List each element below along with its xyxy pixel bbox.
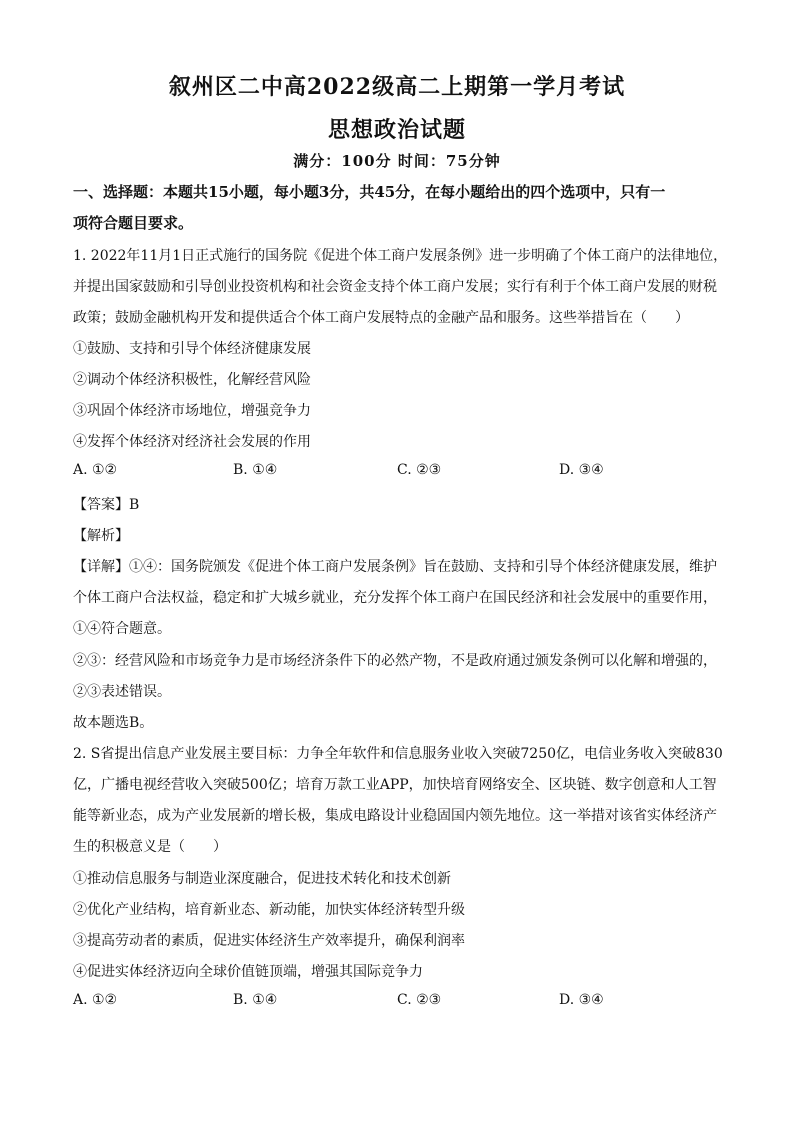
q2-item: ①推动信息服务与制造业深度融合，促进技术转化和技术创新	[73, 871, 451, 887]
q1-item: ②调动个体经济积极性，化解经营风险	[73, 372, 311, 388]
q1-item: ④发挥个体经济对经济社会发展的作用	[73, 434, 311, 450]
q1-option-d: D. ③④	[559, 462, 604, 478]
q1-option-c: C. ②③	[397, 462, 442, 478]
q1-conclusion: 故本题选B。	[73, 715, 154, 731]
q1-detail-line: 个体工商户合法权益，稳定和扩大城乡就业，充分发挥个体工商户在国民经济和社会发展中的重要作用，	[73, 590, 717, 606]
q2-options	[73, 992, 723, 1012]
q1-detail-line: 【详解】①④：国务院颁发《促进个体工商户发展条例》旨在鼓励、支持和引导个体经济健康发展，维护	[73, 559, 717, 575]
section-heading	[73, 177, 723, 239]
q1-answer: 【答案】B	[73, 497, 140, 513]
section-heading-line1: 一、选择题：本题共15小题，每小题3分，共45分，在每小题给出的四个选项中，只有一	[73, 183, 666, 201]
q2-item: ②优化产业结构，培育新业态、新动能，加快实体经济转型升级	[73, 902, 465, 918]
exam-title: 叙州区二中高2022级高二上期第一学月考试	[168, 74, 626, 100]
q2-stem-line: 2. S省提出信息产业发展主要目标：力争全年软件和信息服务业收入突破7250亿，电信业务收入突破830	[73, 746, 723, 762]
q1-stem-line: 并提出国家鼓励和引导创业投资机构和社会资金支持个体工商户发展；实行有利于个体工商户发展的财税	[73, 279, 717, 295]
q1-detail-line: ②③表述错误。	[73, 684, 171, 700]
q2-option-b: B. ①④	[233, 992, 278, 1008]
q2-stem-line: 生的积极意义是（ ）	[73, 839, 227, 855]
q1-item: ③巩固个体经济市场地位，增强竞争力	[73, 403, 311, 419]
q2-item: ④促进实体经济迈向全球价值链顶端，增强其国际竞争力	[73, 964, 423, 980]
q2-item: ③提高劳动者的素质，促进实体经济生产效率提升，确保利润率	[73, 933, 465, 949]
q1-option-a: A. ①②	[73, 462, 118, 478]
section-heading-line2: 项符合题目要求。	[73, 214, 194, 232]
q1-options	[73, 462, 723, 482]
q1-detail-line: ①④符合题意。	[73, 621, 171, 637]
q2-stem-line: 亿，广播电视经营收入突破500亿；培育万款工业APP，加快培育网络安全、区块链、数字创意和人工智	[73, 777, 717, 793]
q2-stem-line: 能等新业态，成为产业发展新的增长极，集成电路设计业稳固国内领先地位。这一举措对该省实体经济产	[73, 808, 717, 824]
q1-analysis-label: 【解析】	[73, 528, 129, 544]
q1-option-b: B. ①④	[233, 462, 278, 478]
q1-stem-line: 政策；鼓励金融机构开发和提供适合个体工商户发展特点的金融产品和服务。这些举措旨在（ ）	[73, 310, 689, 326]
exam-meta: 满分：100分 时间：75分钟	[293, 152, 501, 170]
q1-stem-line: 1. 2022年11月1日正式施行的国务院《促进个体工商户发展条例》进一步明确了个体工商户的法律地位，	[73, 248, 728, 264]
q2-option-a: A. ①②	[73, 992, 118, 1008]
q1-item: ①鼓励、支持和引导个体经济健康发展	[73, 341, 311, 357]
q1-detail-line: ②③：经营风险和市场竞争力是市场经济条件下的必然产物，不是政府通过颁发条例可以化解和增强的，	[73, 653, 717, 669]
q2-option-d: D. ③④	[559, 992, 604, 1008]
exam-subject: 思想政治试题	[327, 117, 466, 143]
q2-option-c: C. ②③	[397, 992, 442, 1008]
